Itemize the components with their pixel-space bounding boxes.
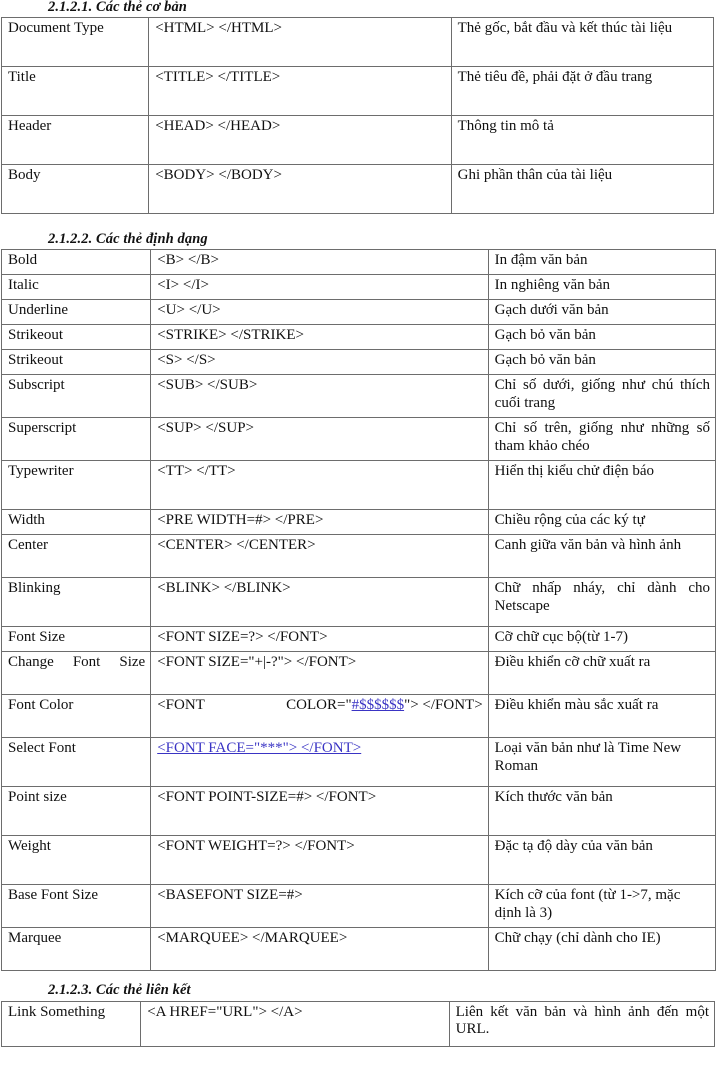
table-row xyxy=(2,116,714,165)
tag-code-cell: <HTML> </HTML> xyxy=(149,18,451,67)
section-heading-basic-tags: 2.1.2.1. Các thẻ cơ bản xyxy=(48,0,187,15)
tag-name-cell: Blinking xyxy=(2,578,151,627)
tag-name-cell: Document Type xyxy=(2,18,149,67)
tag-code-cell: <S> </S> xyxy=(151,350,488,375)
table-link-tags xyxy=(1,1001,715,1047)
tag-code-cell xyxy=(151,695,488,738)
tag-code-cell: <BLINK> </BLINK> xyxy=(151,578,488,627)
tag-desc-cell: In đậm văn bản xyxy=(488,250,715,275)
tag-code-cell: <I> </I> xyxy=(151,275,488,300)
tag-name-cell: Width xyxy=(2,510,151,535)
tag-desc-cell: Hiển thị kiểu chử điện báo xyxy=(488,461,715,510)
tag-name-cell: Font Color xyxy=(2,695,151,738)
tag-code-cell: <U> </U> xyxy=(151,300,488,325)
table-row xyxy=(2,275,716,300)
tag-code-cell: <FONT WEIGHT=?> </FONT> xyxy=(151,836,488,885)
tag-name-cell: Bold xyxy=(2,250,151,275)
tag-name-cell: Marquee xyxy=(2,928,151,971)
table-formatting-tags xyxy=(1,249,716,971)
tag-code-cell: <A HREF="URL"> </A> xyxy=(141,1001,449,1046)
table-row xyxy=(2,695,716,738)
table-row xyxy=(2,928,716,971)
table-row xyxy=(2,250,716,275)
tag-code-cell: <STRIKE> </STRIKE> xyxy=(151,325,488,350)
tag-desc-cell: In nghiêng văn bản xyxy=(488,275,715,300)
tag-name-cell: Change Font Size xyxy=(2,652,151,695)
table-row xyxy=(2,510,716,535)
tag-code-cell xyxy=(151,738,488,787)
tag-desc-cell: Kích cỡ của font (từ 1->7, mặc dịnh là 3) xyxy=(488,885,715,928)
tag-code-cell: <FONT POINT-SIZE=#> </FONT> xyxy=(151,787,488,836)
tag-desc-cell: Chỉ số trên, giống như những số tham khảo chéo xyxy=(488,418,715,461)
tag-desc-cell: Chữ nhấp nháy, chỉ dành cho Netscape xyxy=(488,578,715,627)
tag-name-cell: Italic xyxy=(2,275,151,300)
color-placeholder-link[interactable]: #$$$$$$ xyxy=(351,697,405,714)
tag-desc-cell: Cỡ chữ cục bộ(từ 1-7) xyxy=(488,627,715,652)
tag-name-cell: Point size xyxy=(2,787,151,836)
table-row xyxy=(2,350,716,375)
tag-name-cell: Underline xyxy=(2,300,151,325)
tag-desc-cell: Chữ chạy (chỉ dành cho IE) xyxy=(488,928,715,971)
tag-name-cell: Center xyxy=(2,535,151,578)
tag-desc-cell: Canh giữa văn bản và hình ảnh xyxy=(488,535,715,578)
tag-name-cell: Select Font xyxy=(2,738,151,787)
table-row xyxy=(2,418,716,461)
section-spacer xyxy=(0,214,720,232)
tag-desc-cell: Chỉ số dưới, giống như chú thích cuối trang xyxy=(488,375,715,418)
select-font-link[interactable]: <FONT FACE="***"> </FONT> xyxy=(157,740,362,757)
table-row xyxy=(2,627,716,652)
tag-desc-cell: Gạch bỏ văn bản xyxy=(488,325,715,350)
table-row xyxy=(2,652,716,695)
table-row xyxy=(2,787,716,836)
tag-code-cell: <TITLE> </TITLE> xyxy=(149,67,451,116)
tag-name-cell: Subscript xyxy=(2,375,151,418)
tag-code-cell: <MARQUEE> </MARQUEE> xyxy=(151,928,488,971)
code-color-attr: COLOR="#$$$$$$"> </FONT> xyxy=(286,697,483,714)
tag-desc-cell: Kích thước văn bản xyxy=(488,787,715,836)
tag-code-cell: <FONT SIZE=?> </FONT> xyxy=(151,627,488,652)
table-row xyxy=(2,535,716,578)
tag-desc-cell: Đặc tạ độ dày của văn bản xyxy=(488,836,715,885)
tag-code-cell: <CENTER> </CENTER> xyxy=(151,535,488,578)
table-row xyxy=(2,300,716,325)
table-row xyxy=(2,375,716,418)
tag-name-cell: Weight xyxy=(2,836,151,885)
section-heading-formatting-tags: 2.1.2.2. Các thẻ định dạng xyxy=(48,231,208,248)
table-row xyxy=(2,165,714,214)
tag-desc-cell: Chiều rộng của các ký tự xyxy=(488,510,715,535)
tag-name-cell: Font Size xyxy=(2,627,151,652)
tag-name-cell: Header xyxy=(2,116,149,165)
tag-code-cell: <BASEFONT SIZE=#> xyxy=(151,885,488,928)
tag-code-cell: <SUP> </SUP> xyxy=(151,418,488,461)
table-row xyxy=(2,836,716,885)
tag-desc-cell: Loại văn bản như là Time New Roman xyxy=(488,738,715,787)
tag-desc-cell: Gạch dưới văn bản xyxy=(488,300,715,325)
tag-desc-cell: Gạch bỏ văn bản xyxy=(488,350,715,375)
tag-name-cell: Typewriter xyxy=(2,461,151,510)
tag-desc-cell: Thẻ tiêu đề, phải đặt ở đầu trang xyxy=(451,67,713,116)
table-row xyxy=(2,461,716,510)
tag-name-cell: Body xyxy=(2,165,149,214)
tag-desc-cell: Thẻ gốc, bắt đầu và kết thúc tài liệu xyxy=(451,18,713,67)
tag-name-cell: Link Something xyxy=(2,1001,141,1046)
table-row xyxy=(2,18,714,67)
tag-desc-cell: Thông tin mô tả xyxy=(451,116,713,165)
tag-code-cell: <TT> </TT> xyxy=(151,461,488,510)
table-row xyxy=(2,885,716,928)
tag-desc-cell: Điều khiển màu sắc xuất ra xyxy=(488,695,715,738)
table-row xyxy=(2,325,716,350)
tag-name-cell: Title xyxy=(2,67,149,116)
table-row xyxy=(2,738,716,787)
tag-name-cell: Superscript xyxy=(2,418,151,461)
tag-code-cell: <FONT SIZE="+|-?"> </FONT> xyxy=(151,652,488,695)
tag-desc-cell: Ghi phần thân của tài liệu xyxy=(451,165,713,214)
tag-code-cell: <SUB> </SUB> xyxy=(151,375,488,418)
tag-desc-cell: Điều khiển cỡ chữ xuất ra xyxy=(488,652,715,695)
table-basic-tags xyxy=(1,17,714,214)
tag-code-cell: <B> </B> xyxy=(151,250,488,275)
table-row xyxy=(2,578,716,627)
table-row xyxy=(2,67,714,116)
tag-code-cell: <PRE WIDTH=#> </PRE> xyxy=(151,510,488,535)
tag-name-cell: Strikeout xyxy=(2,325,151,350)
tag-desc-cell: Liên kết văn bản và hình ảnh đến một URL. xyxy=(449,1001,714,1046)
table-row xyxy=(2,1001,715,1046)
tag-name-cell: Strikeout xyxy=(2,350,151,375)
tag-name-cell: Base Font Size xyxy=(2,885,151,928)
tag-code-cell: <HEAD> </HEAD> xyxy=(149,116,451,165)
code-prefix: <FONT xyxy=(157,697,205,714)
section-heading-link-tags: 2.1.2.3. Các thẻ liên kết xyxy=(48,982,191,999)
tag-code-cell: <BODY> </BODY> xyxy=(149,165,451,214)
